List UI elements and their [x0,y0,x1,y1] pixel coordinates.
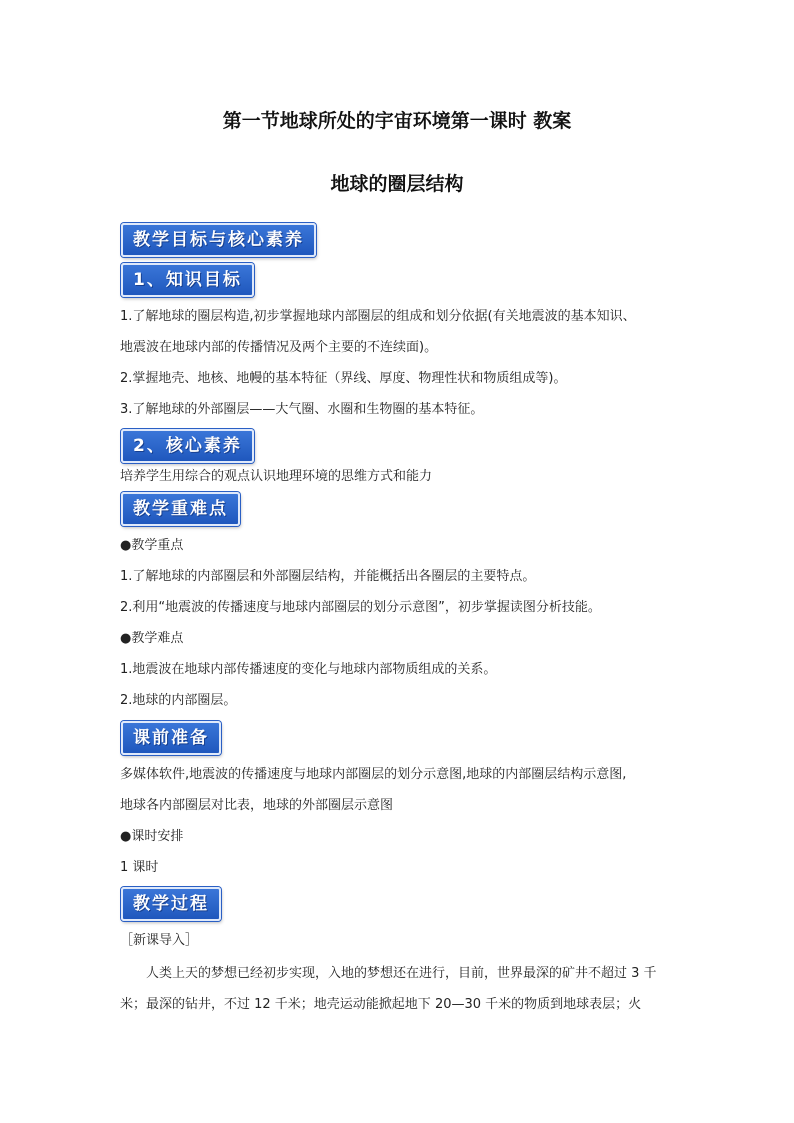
section-badge-prep: 课前准备 [121,721,221,755]
intro-label: ［新课导入］ [120,933,199,948]
section-badge-goals: 教学目标与核心素养 [121,223,316,257]
knowledge-item-3: 3.了解地球的外部圈层——大气圈、水圈和生物圈的基本特征。 [120,402,484,417]
prep-text-line-2: 地球各内部圈层对比表，地球的外部圈层示意图 [120,798,394,813]
key-point-1: 1.了解地球的内部圈层和外部圈层结构，并能概括出各圈层的主要特点。 [120,569,536,584]
section-badge-key-difficult: 教学重难点 [121,492,240,526]
core-text: 培养学生用综合的观点认识地理环境的思维方式和能力 [120,469,433,484]
section-badge-core: 2、核心素养 [121,429,254,463]
schedule-label: ●课时安排 [120,829,184,844]
prep-text-line-1: 多媒体软件,地震波的传播速度与地球内部圈层的划分示意图,地球的内部圈层结构示意图, [120,767,627,782]
doc-title: 第一节地球所处的宇宙环境第一课时 教案 [222,110,572,132]
difficult-point-2: 2.地球的内部圈层。 [120,693,237,708]
key-point-2: 2.利用“地震波的传播速度与地球内部圈层的划分示意图”，初步掌握读图分析技能。 [120,600,601,615]
key-points-label: ●教学重点 [120,538,184,553]
section-badge-process: 教学过程 [121,887,221,921]
section-badge-knowledge: 1、知识目标 [121,263,254,297]
schedule-value: 1 课时 [120,860,159,875]
difficult-points-label: ●教学难点 [120,631,184,646]
intro-paragraph: 人类上天的梦想已经初步实现，入地的梦想还在进行，目前，世界最深的矿井不超过 3 千米；最深的钻井，不过 12 千米；地壳运动能掀起地下 20—30 千米的物质到地球表层；火 [120,966,657,1012]
doc-subtitle: 地球的圈层结构 [330,173,464,195]
difficult-point-1: 1.地震波在地球内部传播速度的变化与地球内部物质组成的关系。 [120,662,497,677]
knowledge-item-1-line-2: 地震波在地球内部的传播情况及两个主要的不连续面)。 [120,340,438,355]
knowledge-item-1-line-1: 1.了解地球的圈层构造,初步掌握地球内部圈层的组成和划分依据(有关地震波的基本知识、 [120,309,636,324]
knowledge-item-2: 2.掌握地壳、地核、地幔的基本特征（界线、厚度、物理性状和物质组成等)。 [120,371,567,386]
